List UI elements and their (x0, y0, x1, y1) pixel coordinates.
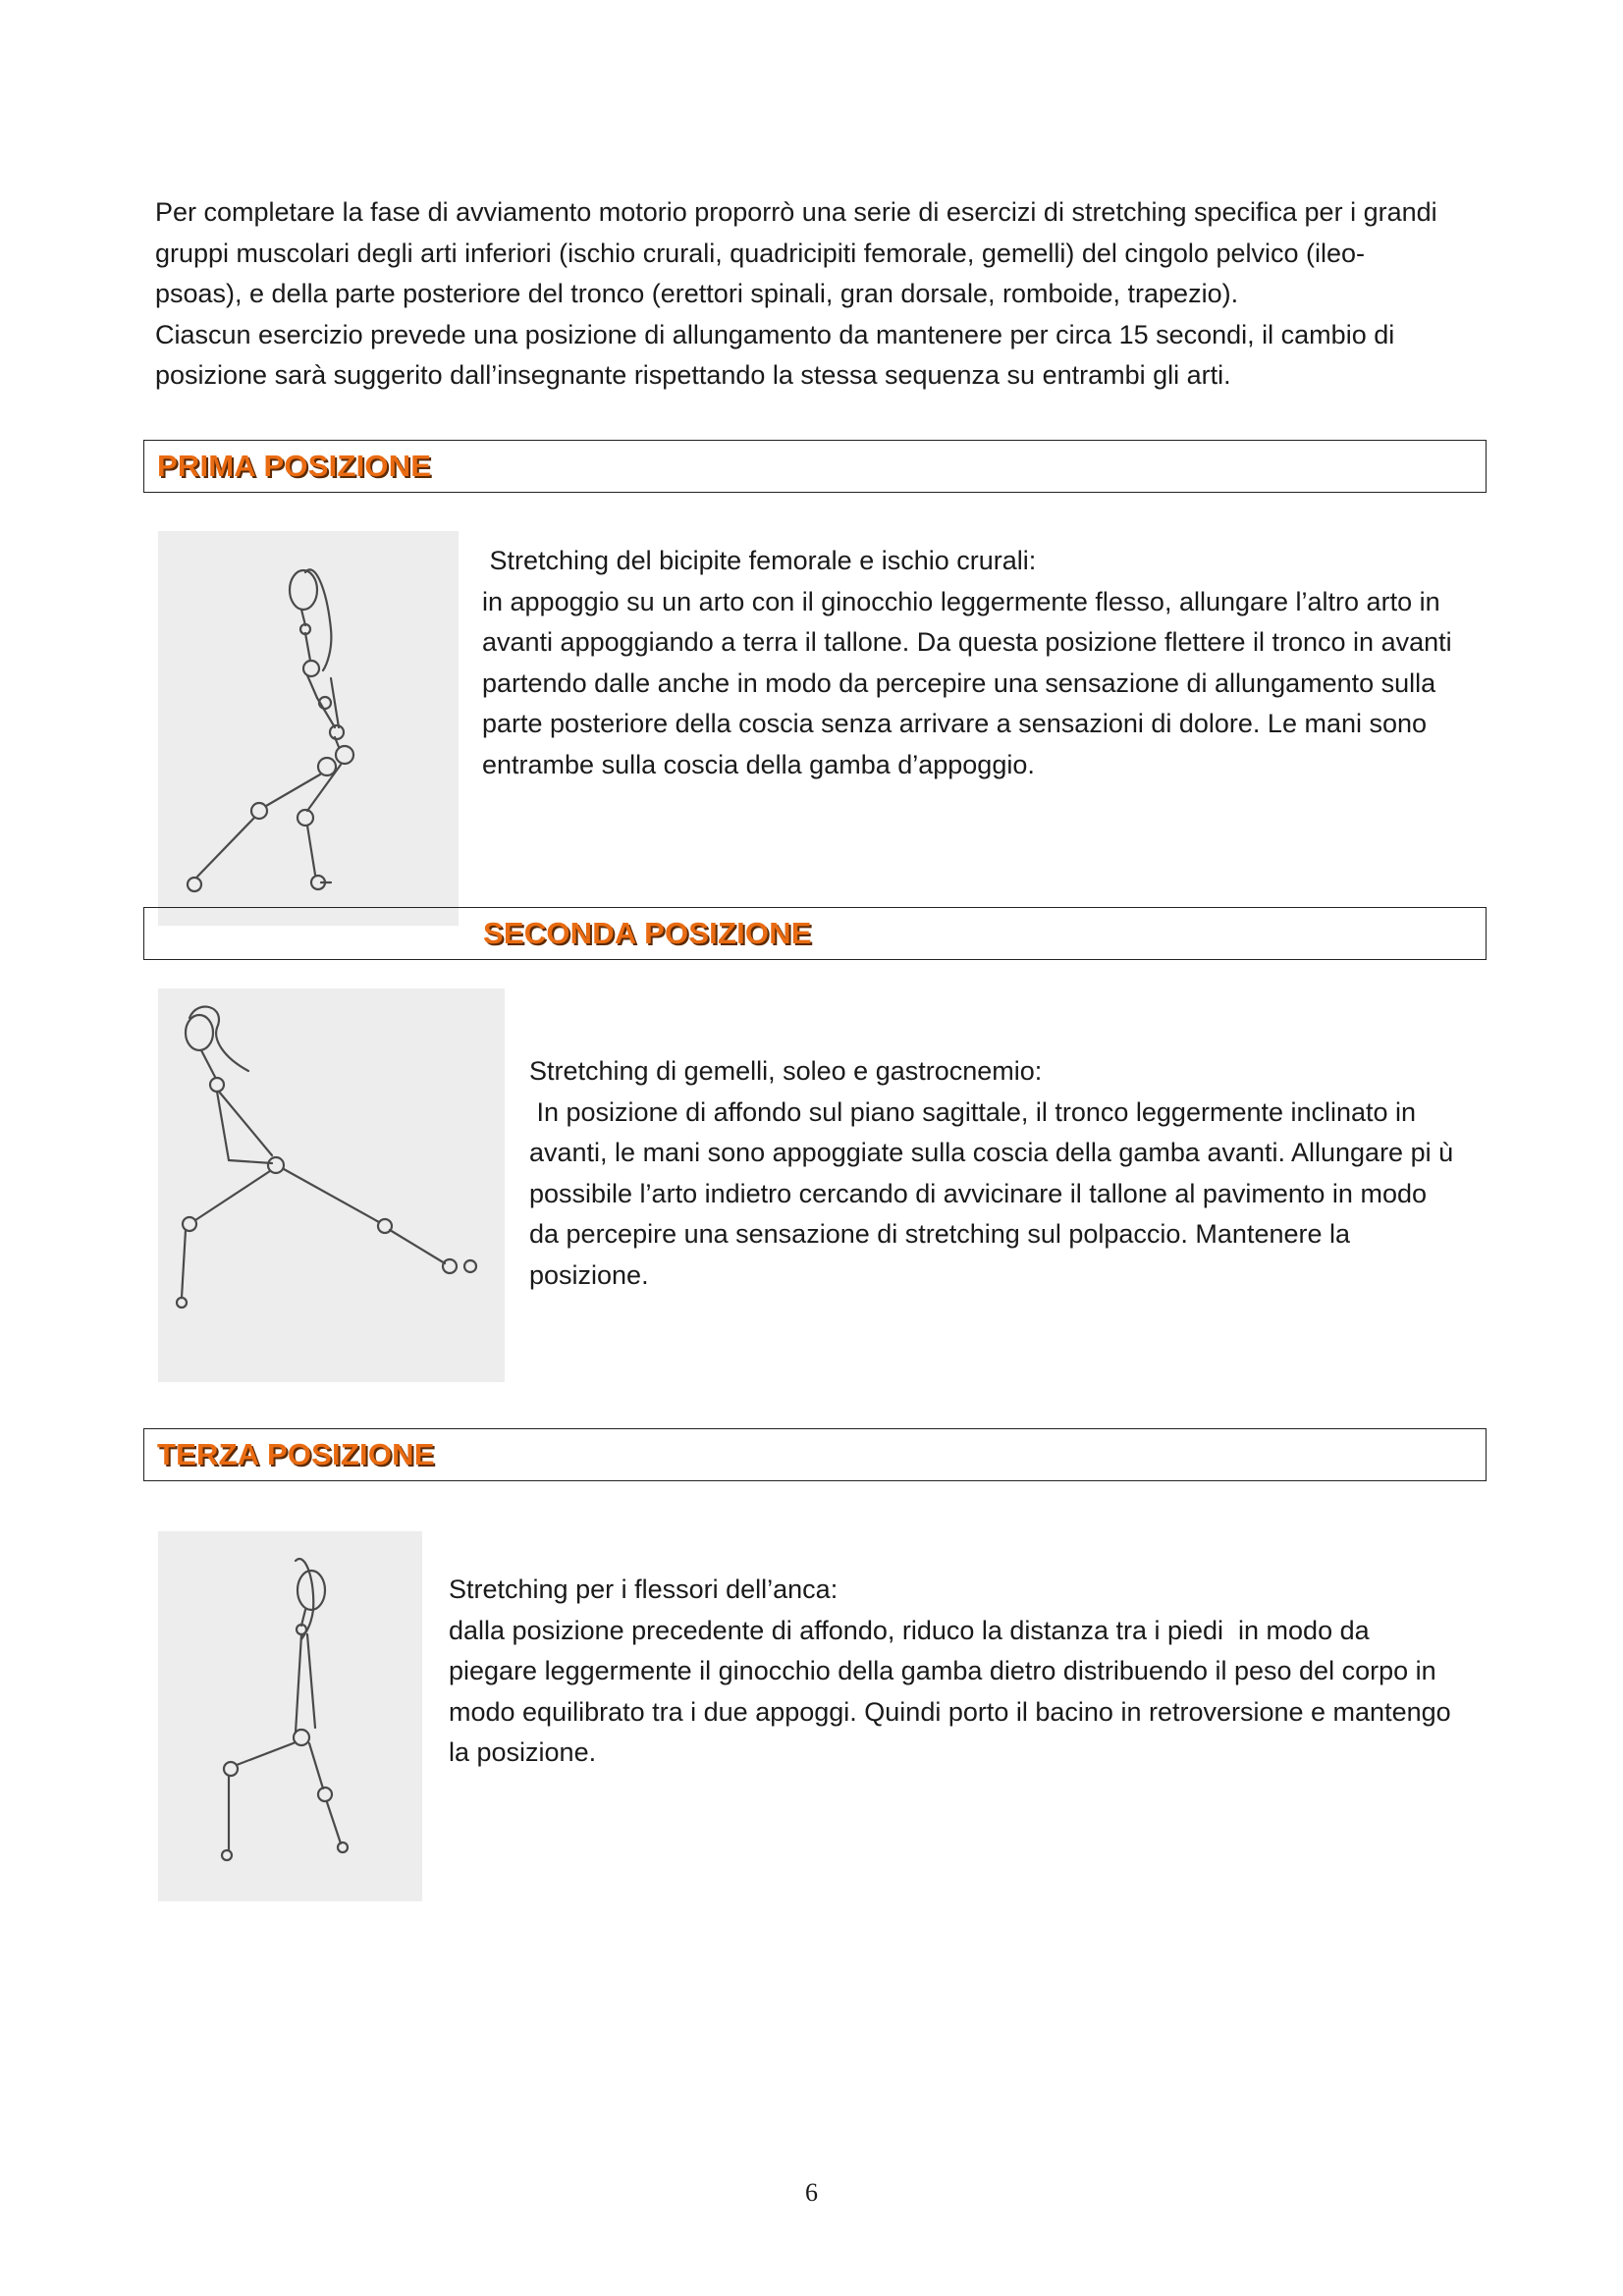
description-line: da percepire una sensazione di stretching sul polpaccio. Mantenere la (529, 1219, 1351, 1249)
description-line: In posizione di affondo sul piano sagittale, il tronco leggermente inclinato in (529, 1096, 1417, 1127)
intro-line: Per completare la fase di avviamento motorio proporrò una serie di esercizi di stretching specifica per i grandi (155, 197, 1437, 227)
stick-figure-calf-stretch-icon (158, 988, 505, 1382)
description-third (449, 1570, 1489, 1774)
section-title: TERZA POSIZIONE (157, 1437, 435, 1471)
stick-figure-hamstring-stretch-icon (158, 531, 459, 926)
description-line: Stretching per i flessori dell’anca: (449, 1575, 839, 1604)
description-line: posizione. (529, 1259, 649, 1290)
section-title: PRIMA POSIZIONE (157, 449, 432, 483)
section-header-second (143, 907, 1487, 960)
description-line: piegare leggermente il ginocchio della gamba dietro distribuendo il peso del corpo in (449, 1656, 1436, 1685)
description-line: partendo dalle anche in modo da percepire una sensazione di allungamento sulla (482, 667, 1436, 698)
description-line: modo equilibrato tra i due appoggi. Quindi porto il bacino in retroversione e mantengo (449, 1696, 1451, 1727)
section-header-third (143, 1428, 1487, 1481)
description-line: Stretching del bicipite femorale e ischio crurali: (482, 546, 1037, 575)
description-line: dalla posizione precedente di affondo, riduco la distanza tra i piedi in modo da (449, 1615, 1370, 1645)
description-line: possibile l’arto indietro cercando di avvicinare il tallone al pavimento in modo (529, 1178, 1427, 1208)
description-line: avanti appoggiando a terra il tallone. Da questa posizione flettere il tronco in avanti (482, 627, 1452, 657)
section-title: SECONDA POSIZIONE (483, 916, 812, 950)
intro-line: psoas), e della parte posteriore del tronco (erettori spinali, gran dorsale, romboide, trapezio). (155, 279, 1239, 308)
description-line: entrambe sulla coscia della gamba d’appoggio. (482, 749, 1035, 779)
section-header-first (143, 440, 1487, 493)
intro-line: Ciascun esercizio prevede una posizione di allungamento da mantenere per circa 15 secondi, il cambio di (155, 319, 1395, 349)
description-line: in appoggio su un arto con il ginocchio leggermente flesso, allungare l’altro arto in (482, 586, 1440, 616)
intro-paragraph (155, 192, 1490, 397)
description-second (529, 1051, 1491, 1296)
page-number: 6 (805, 2178, 818, 2207)
description-line: Stretching di gemelli, soleo e gastrocnemio: (529, 1056, 1043, 1086)
description-line: la posizione. (449, 1737, 597, 1767)
description-first (482, 541, 1493, 785)
intro-line: posizione sarà suggerito dall’insegnante rispettando la stessa sequenza su entrambi gli arti. (155, 360, 1231, 390)
stick-figure-hip-flexor-stretch-icon (158, 1531, 422, 1901)
intro-line: gruppi muscolari degli arti inferiori (ischio crurali, quadricipiti femorale, gemelli) del cingolo pelvico (ileo- (155, 238, 1366, 268)
description-line: parte posteriore della coscia senza arrivare a sensazioni di dolore. Le mani sono (482, 709, 1428, 738)
description-line: avanti, le mani sono appoggiate sulla coscia della gamba avanti. Allungare pi ù (529, 1138, 1454, 1167)
